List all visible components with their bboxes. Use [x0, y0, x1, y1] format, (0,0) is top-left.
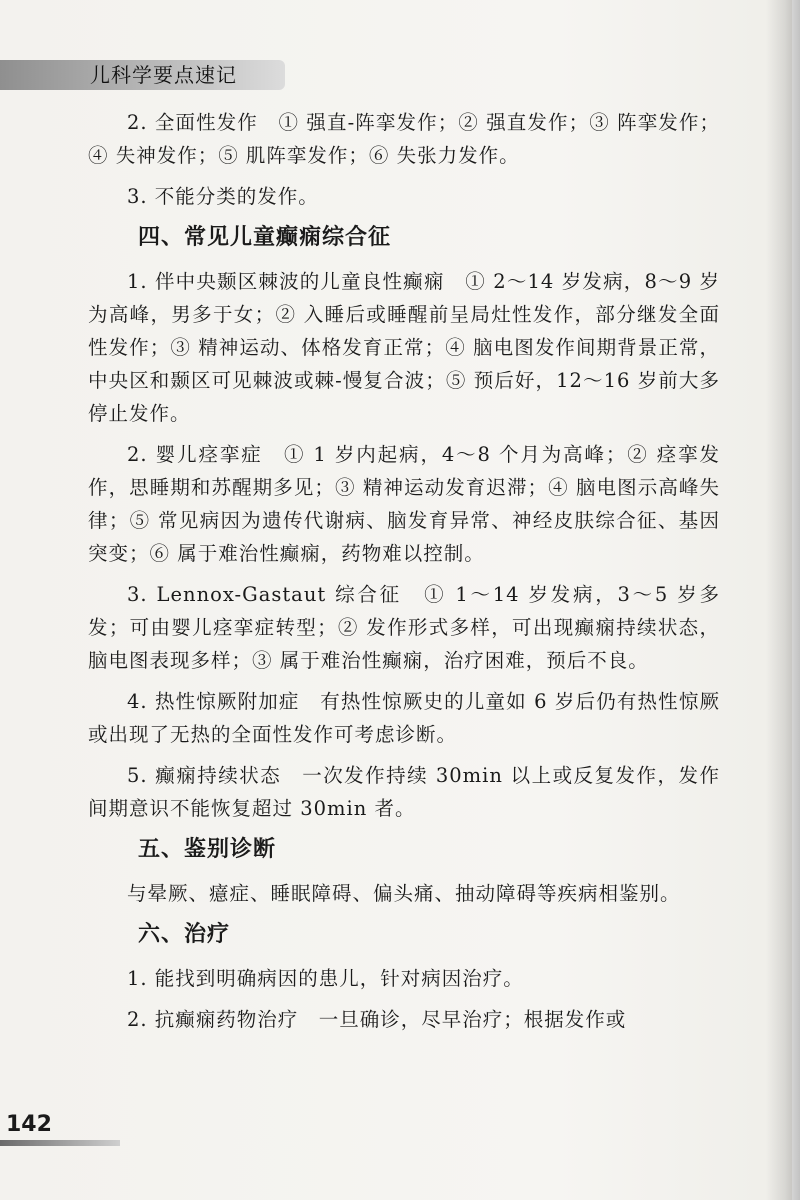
paragraph-unclassified-seizures: 3. 不能分类的发作。	[127, 185, 319, 208]
paragraph-status-epilepticus: 5. 癫痫持续状态 一次发作持续 30min 以上或反复发作，发作间期意识不能恢复超过 30min 者。	[88, 764, 720, 820]
running-header-title: 儿科学要点速记	[90, 63, 237, 87]
paragraph-infantile-spasms: 2. 婴儿痉挛症 ① 1 岁内起病，4～8 个月为高峰；② 痉挛发作，思睡期和苏醒期多见；③ 精神运动发育迟滞；④ 脑电图示高峰失律；⑤ 常见病因为遗传代谢病、脑发育异常、神经皮肤综合征、基因突变；⑥ 属于难治性癫痫，药物难以控制。	[88, 443, 720, 565]
paragraph-benign-rolandic-epilepsy: 1. 伴中央颞区棘波的儿童良性癫痫 ① 2～14 岁发病，8～9 岁为高峰，男多于女；② 入睡后或睡醒前呈局灶性发作，部分继发全面性发作；③ 精神运动、体格发育正常；④ 脑电图发作间期背景正常，中央区和颞区可见棘波或棘-慢复合波；⑤ 预后好，12～16 岁前大多停止发作。	[88, 270, 720, 425]
page-number-bar	[0, 1140, 120, 1146]
section-heading-epilepsy-syndromes: 四、常见儿童癫痫综合征	[138, 225, 392, 250]
paragraph-generalized-seizures: 2. 全面性发作 ① 强直-阵挛发作；② 强直发作；③ 阵挛发作；④ 失神发作；⑤ 肌阵挛发作；⑥ 失张力发作。	[88, 111, 720, 167]
paragraph-differential: 与晕厥、癔症、睡眠障碍、偏头痛、抽动障碍等疾病相鉴别。	[127, 882, 681, 905]
page-number: 142	[6, 1112, 52, 1137]
paragraph-etiologic-treatment: 1. 能找到明确病因的患儿，针对病因治疗。	[127, 967, 524, 990]
section-heading-treatment: 六、治疗	[138, 922, 231, 947]
paragraph-febrile-seizures-plus: 4. 热性惊厥附加症 有热性惊厥史的儿童如 6 岁后仍有热性惊厥或出现了无热的全面性发作可考虑诊断。	[88, 690, 720, 746]
page-body	[88, 106, 720, 1044]
section-heading-differential-diagnosis: 五、鉴别诊断	[138, 837, 277, 862]
paragraph-antiepileptic-drugs: 2. 抗癫痫药物治疗 一旦确诊，尽早治疗；根据发作或	[127, 1008, 627, 1031]
paragraph-lennox-gastaut: 3. Lennox-Gastaut 综合征 ① 1～14 岁发病，3～5 岁多发；可由婴儿痉挛症转型；② 发作形式多样，可出现癫痫持续状态，脑电图表现多样；③ 属于难治性癫痫，治疗困难，预后不良。	[88, 583, 720, 672]
page-edge-shadow	[766, 0, 800, 1200]
